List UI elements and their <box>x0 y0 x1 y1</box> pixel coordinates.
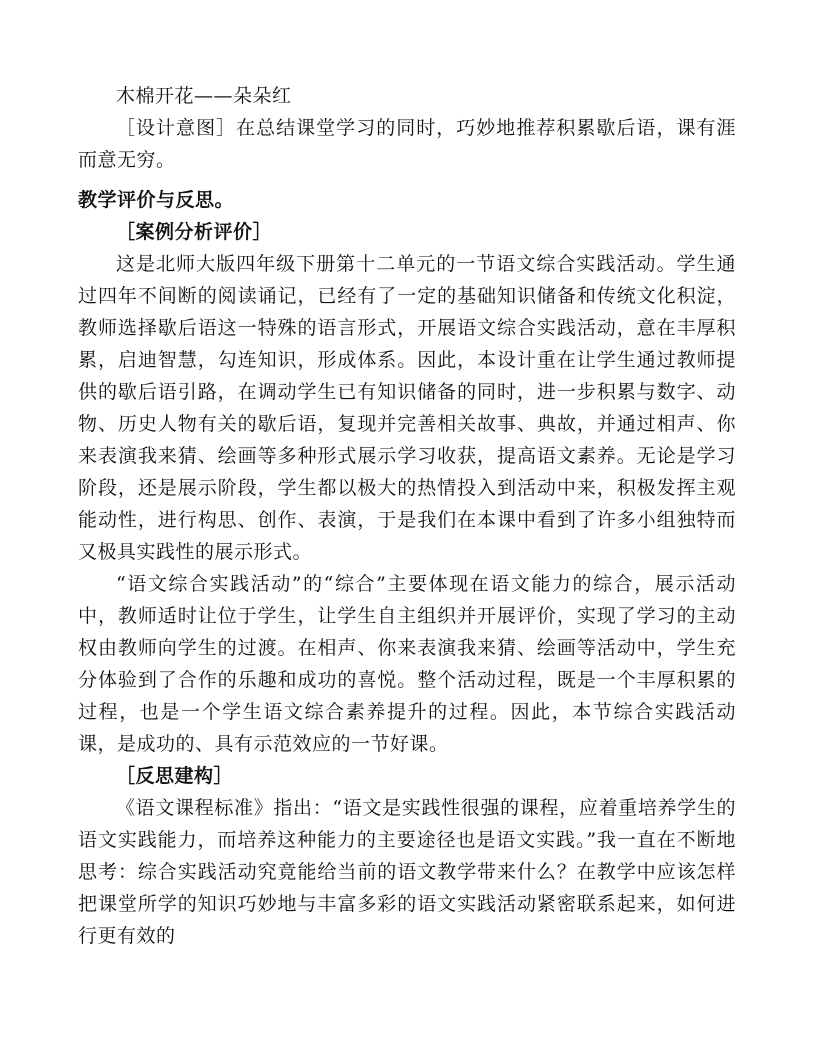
reflection-paragraph-1: 《语文课程标准》指出：“语文是实践性很强的课程，应着重培养学生的语文实践能力，而培养这种能力的主要途径也是语文实践。”我一直在不断地思考：综合实践活动究竟能给当前的语文教学带来什么？在教学中应该怎样把课堂所学的知识巧妙地与丰富多彩的语文实践活动紧密联系起来，如何进行更有效的 <box>78 797 736 947</box>
section-title: 教学评价与反思。 <box>78 189 235 211</box>
case-analysis-paragraph-1: 这是北师大版四年级下册第十二单元的一节语文综合实践活动。学生通过四年不间断的阅读诵记，已经有了一定的基础知识储备和传统文化积淀，教师选择歇后语这一特殊的语言形式，开展语文综合实践活动，意在丰厚积累，启迪智慧，勾连知识，形成体系。因此，本设计重在让学生通过教师提供的歇后语引路，在调动学生已有知识储备的同时，进一步积累与数字、动物、历史人物有关的歇后语，复现并完善相关故事、典故，并通过相声、你来表演我来猜、绘画等多种形式展示学习收获，提高语文素养。无论是学习阶段，还是展示阶段，学生都以极大的热情投入到活动中来，积极发挥主观能动性，进行构思、创作、表演，于是我们在本课中看到了许多小组独特而又极具实践性的展示形式。 <box>78 253 736 563</box>
case-analysis-paragraph-2: “语文综合实践活动”的“综合”主要体现在语文能力的综合，展示活动中，教师适时让位于学生，让学生自主组织并开展评价，实现了学习的主动权由教师向学生的过渡。在相声、你来表演我来猜、绘画等活动中，学生充分体验到了合作的乐趣和成功的喜悦。整个活动过程，既是一个丰厚积累的过程，也是一个学生语文综合素养提升的过程。因此，本节综合实践活动课，是成功的、具有示范效应的一节好课。 <box>78 573 736 755</box>
document-body <box>78 80 736 952</box>
reflection-heading: ［反思建构］ <box>116 765 234 787</box>
design-intent-paragraph: ［设计意图］在总结课堂学习的同时，巧妙地推荐积累歇后语，课有涯而意无穷。 <box>78 117 736 171</box>
spacer <box>78 176 736 184</box>
proverb-line: 木棉开花——朵朵红 <box>116 85 292 107</box>
case-analysis-heading: ［案例分析评价］ <box>116 221 273 243</box>
